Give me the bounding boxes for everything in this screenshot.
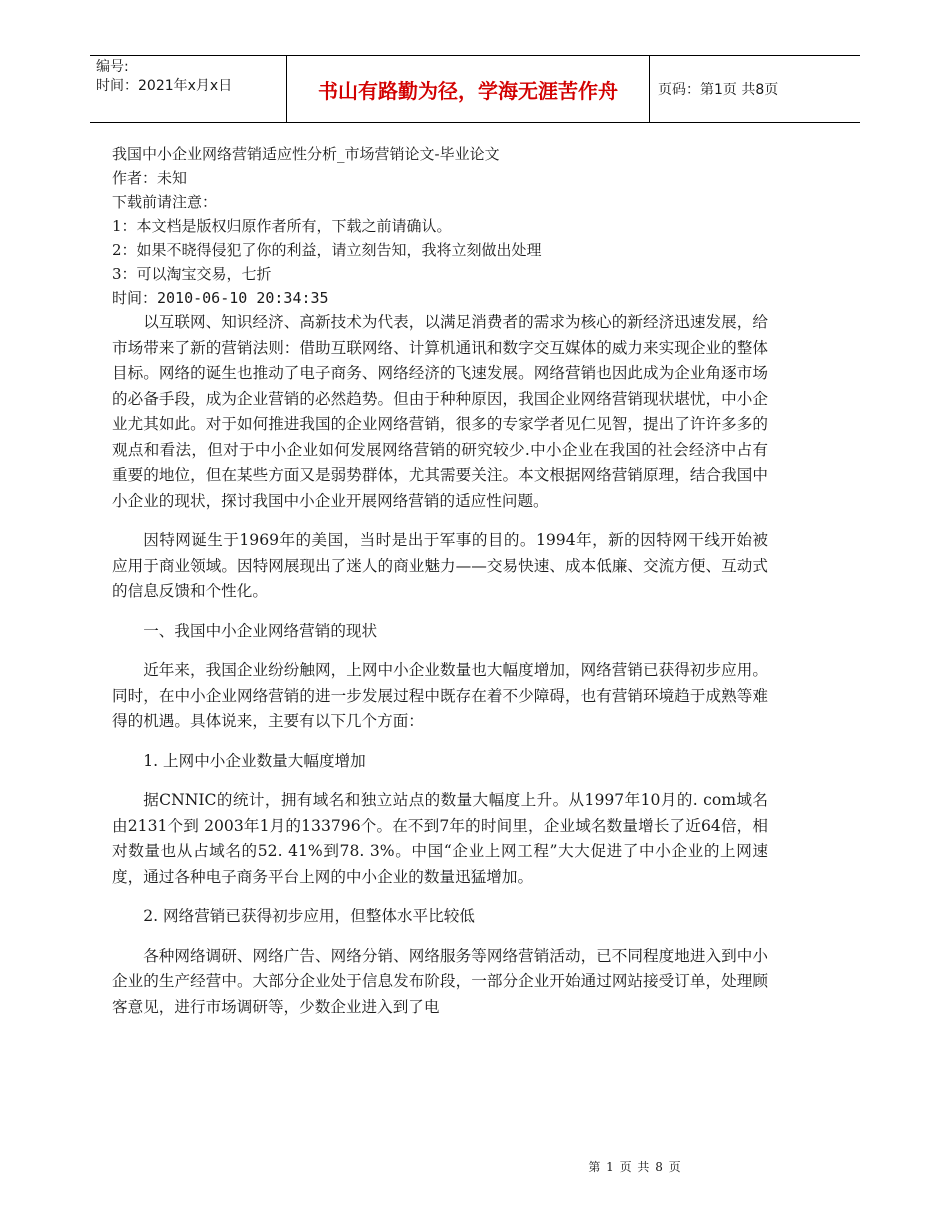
document-meta xyxy=(112,142,768,310)
subsection-heading: 1. 上网中小企业数量大幅度增加 xyxy=(143,751,366,770)
paragraph: 据CNNIC的统计，拥有域名和独立站点的数量大幅度上升。从1997年10月的. com域名由2131个到 2003年1月的133796个。在不到7年的时间里，企业域名数量增长了近64倍，相对数量也从占域名的52. 41%到78. 3%。中国“企业上网工程”大大促进了中小企业的上网速度，通过各种电子商务平台上网的中小企业的数量迅猛增加。 xyxy=(112,791,768,886)
paragraph: 近年来，我国企业纷纷触网，上网中小企业数量也大幅度增加，网络营销已获得初步应用。同时，在中小企业网络营销的进一步发展过程中既存在着不少障碍，也有营销环境趋于成熟等难得的机遇。具体说来，主要有以下几个方面： xyxy=(112,661,768,730)
header-left-cell xyxy=(96,58,286,96)
notice-item: 1：本文档是版权归原作者所有，下载之前请确认。 xyxy=(112,217,452,235)
paragraph-history: 因特网诞生于1969年的美国，当时是出于军事的目的。1994年，新的因特网干线开始被应用于商业领域。因特网展现出了迷人的商业魅力——交易快速、成本低廉、交流方便、互动式的信息反馈和个性化。 xyxy=(112,531,768,600)
notice-item: 2：如果不晓得侵犯了你的利益，请立刻告知，我将立刻做出处理 xyxy=(112,241,542,259)
document-author: 作者：未知 xyxy=(112,169,188,187)
time-label: 时间：2021年x月x日 xyxy=(96,78,233,94)
document-time: 时间：2010-06-10 20:34:35 xyxy=(112,289,329,307)
paragraph: 各种网络调研、网络广告、网络分销、网络服务等网络营销活动，已不同程度地进入到中小企业的生产经营中。大部分企业处于信息发布阶段，一部分企业开始通过网站接受订单，处理顾客意见，进行市场调研等，少数企业进入到了电 xyxy=(112,946,768,1016)
section-heading: 一、我国中小企业网络营销的现状 xyxy=(143,621,378,640)
header-motto: 书山有路勤为径，学海无涯苦作舟 xyxy=(286,56,650,122)
notice-title: 下载前请注意： xyxy=(112,193,218,211)
page-header xyxy=(90,55,860,123)
notice-item: 3：可以淘宝交易，七折 xyxy=(112,265,272,283)
document-title: 我国中小企业网络营销适应性分析_市场营销论文-毕业论文 xyxy=(112,145,500,163)
page-footer xyxy=(0,1158,950,1175)
number-label: 编号: xyxy=(96,59,129,75)
footer-page-number: 第 1 页 共 8 页 xyxy=(588,1160,682,1174)
header-page-info: 页码：第1页 共8页 xyxy=(658,82,779,98)
document-content xyxy=(112,310,768,1020)
paragraph-intro: 以互联网、知识经济、高新技术为代表，以满足消费者的需求为核心的新经济迅速发展，给市场带来了新的营销法则：借助互联网络、计算机通讯和数字交互媒体的威力来实现企业的整体目标。网络的诞生也推动了电子商务、网络经济的飞速发展。网络营销也因此成为企业角逐市场的必备手段，成为企业营销的必然趋势。但由于种种原因，我国企业网络营销现状堪忧，中小企业尤其如此。对于如何推进我国的企业网络营销，很多的专家学者见仁见智，提出了许许多多的观点和看法，但对于中小企业如何发展网络营销的研究较少.中小企业在我国的社会经济中占有重要的地位，但在某些方面又是弱势群体，尤其需要关注。本文根据网络营销原理，结合我国中小企业的现状，探讨我国中小企业开展网络营销的适应性问题。 xyxy=(112,313,768,510)
document-body xyxy=(112,142,768,1020)
subsection-heading: 2. 网络营销已获得初步应用，但整体水平比较低 xyxy=(143,907,475,925)
